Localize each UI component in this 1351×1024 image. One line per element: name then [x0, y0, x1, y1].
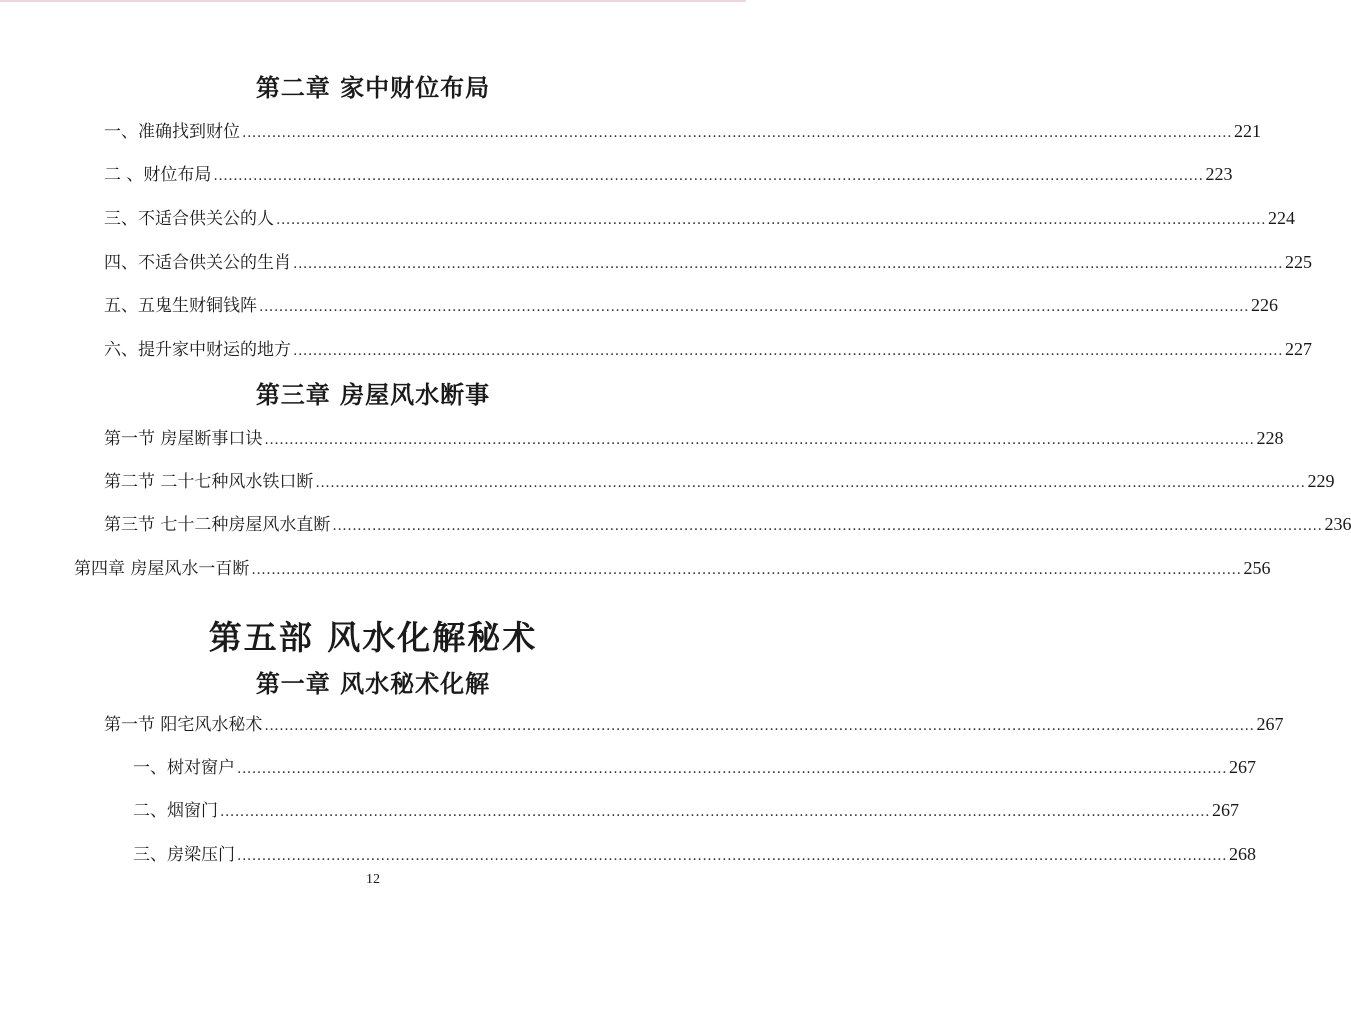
toc-entry[interactable] — [104, 207, 1296, 231]
toc-entry-label: 第一节 房屋断事口诀 — [104, 429, 263, 449]
toc-entry-label: 三、不适合供关公的人 — [104, 209, 274, 229]
toc-entry-page: 267 — [1212, 800, 1240, 820]
toc-entry-page: 227 — [1285, 339, 1313, 359]
dot-leader: ........................................................................................................................................................................................................ — [264, 718, 1255, 734]
dot-leader: ........................................................................................................................................................................................................ — [264, 432, 1255, 448]
toc-entry-page: 223 — [1205, 164, 1233, 184]
part-5-chapter-1-heading: 第一章 风水秘术化解 — [255, 669, 491, 698]
toc-entry-page: 221 — [1234, 121, 1262, 141]
toc-entry-label: 五、五鬼生财铜钱阵 — [104, 296, 257, 316]
dot-leader: ........................................................................................................................................................................................................ — [293, 256, 1284, 272]
toc-entry-label: 第二节 二十七种风水铁口断 — [104, 472, 314, 492]
toc-entry-label: 六、提升家中财运的地方 — [104, 340, 291, 360]
toc-entry-label: 第四章 房屋风水一百断 — [74, 559, 250, 579]
chapter-3-heading: 第三章 房屋风水断事 — [255, 380, 491, 409]
toc-entry-label: 三、房梁压门 — [133, 845, 235, 865]
top-border — [0, 0, 746, 2]
toc-entry-page: 267 — [1256, 714, 1284, 734]
toc-entry-chapter-4[interactable] — [74, 557, 1271, 581]
dot-leader: ........................................................................................................................................................................................................ — [213, 168, 1204, 184]
toc-entry-page: 236 — [1324, 514, 1351, 534]
dot-leader: ........................................................................................................................................................................................................ — [242, 125, 1233, 141]
toc-entry-page: 224 — [1268, 208, 1296, 228]
chapter-2-heading: 第二章 家中财位布局 — [255, 73, 491, 102]
toc-entry[interactable] — [104, 713, 1284, 737]
toc-entry-page: 267 — [1229, 757, 1257, 777]
toc-entry-page: 256 — [1243, 558, 1271, 578]
part-5-heading: 第五部 风水化解秘术 — [208, 618, 538, 657]
toc-entry-page: 226 — [1251, 295, 1279, 315]
toc-entry-page: 229 — [1307, 471, 1335, 491]
dot-leader: ........................................................................................................................................................................................................ — [259, 299, 1250, 315]
dot-leader: ........................................................................................................................................................................................................ — [315, 475, 1306, 491]
dot-leader: ........................................................................................................................................................................................................ — [237, 848, 1228, 864]
toc-entry[interactable] — [104, 294, 1279, 318]
toc-entry[interactable] — [133, 756, 1257, 780]
toc-entry-label: 第三节 七十二种房屋风水直断 — [104, 515, 331, 535]
dot-leader: ........................................................................................................................................................................................................ — [332, 518, 1323, 534]
toc-entry[interactable] — [133, 843, 1257, 867]
toc-entry[interactable] — [104, 163, 1233, 187]
toc-entry-page: 268 — [1229, 844, 1257, 864]
toc-entry-label: 第一节 阳宅风水秘术 — [104, 715, 263, 735]
toc-entry[interactable] — [133, 799, 1240, 823]
toc-entry-label: 二、烟窗门 — [133, 801, 218, 821]
page-number: 12 — [366, 872, 380, 887]
dot-leader: ........................................................................................................................................................................................................ — [251, 562, 1242, 578]
toc-entry[interactable] — [104, 513, 1351, 537]
toc-entry[interactable] — [104, 427, 1284, 451]
toc-entry[interactable] — [104, 120, 1262, 144]
toc-entry[interactable] — [104, 251, 1313, 275]
toc-entry-label: 一、树对窗户 — [133, 758, 235, 778]
dot-leader: ........................................................................................................................................................................................................ — [237, 761, 1228, 777]
dot-leader: ........................................................................................................................................................................................................ — [276, 212, 1267, 228]
toc-entry-page: 228 — [1256, 428, 1284, 448]
toc-entry-label: 一、准确找到财位 — [104, 122, 240, 142]
toc-entry-label: 四、不适合供关公的生肖 — [104, 253, 291, 273]
toc-entry[interactable] — [104, 338, 1313, 362]
toc-entry-label: 二 、财位布局 — [104, 165, 212, 185]
dot-leader: ........................................................................................................................................................................................................ — [220, 804, 1211, 820]
dot-leader: ........................................................................................................................................................................................................ — [293, 343, 1284, 359]
toc-entry[interactable] — [104, 470, 1335, 494]
toc-entry-page: 225 — [1285, 252, 1313, 272]
